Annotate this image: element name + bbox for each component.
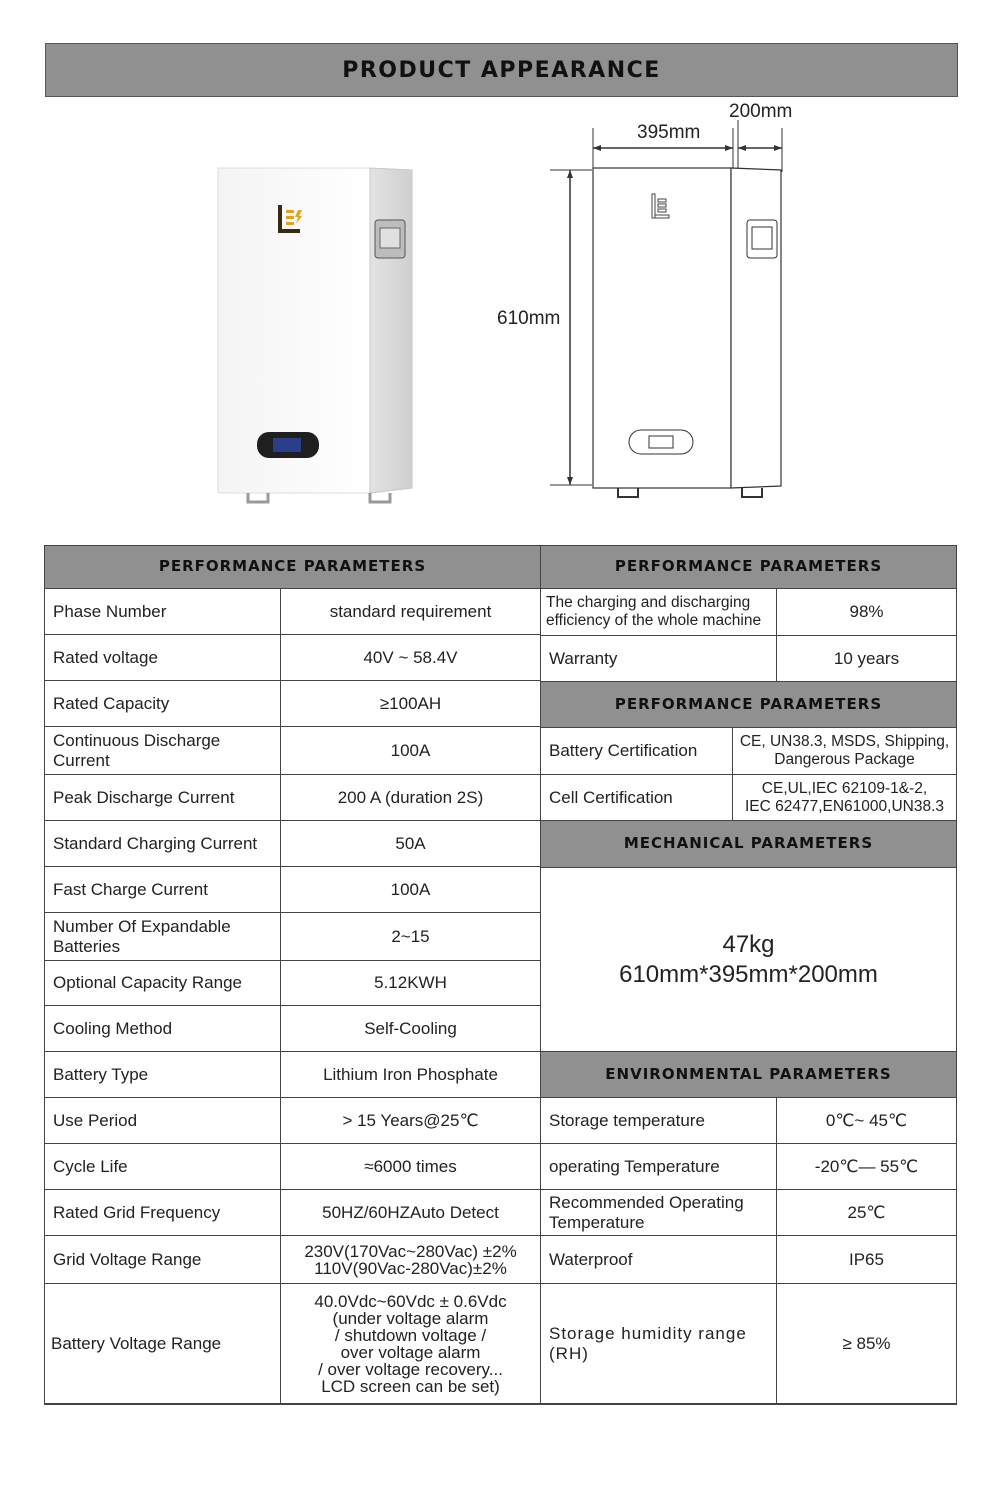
spec-value: 2~15 — [281, 913, 541, 961]
efficiency-label: The charging and discharging efficiency of the whole machine — [541, 589, 777, 636]
env-value: -20℃— 55℃ — [777, 1144, 957, 1190]
weight-value: 47kg — [722, 930, 775, 958]
depth-dimension-label: 200mm — [729, 101, 793, 122]
right-perf-header: PERFORMANCE PARAMETERS — [541, 546, 957, 589]
spec-label: Peak Discharge Current — [45, 775, 281, 821]
product-photo — [210, 160, 420, 510]
page-title-banner — [45, 43, 958, 97]
spec-label: Phase Number — [45, 589, 281, 635]
spec-label: Rated Grid Frequency — [45, 1190, 281, 1236]
warranty-label: Warranty — [541, 636, 777, 682]
spec-label: Optional Capacity Range — [45, 961, 281, 1006]
env-value: IP65 — [777, 1236, 957, 1284]
spec-label: Use Period — [45, 1098, 281, 1144]
cell-cert-label: Cell Certification — [541, 775, 733, 821]
spec-value: Self-Cooling — [281, 1006, 541, 1052]
spec-value: 230V(170Vac~280Vac) ±2% 110V(90Vac-280Vac)±2% — [281, 1236, 541, 1284]
mechanical-header: MECHANICAL PARAMETERS — [541, 821, 957, 868]
mechanical-values — [541, 868, 957, 1052]
spec-value: 40V ~ 58.4V — [281, 635, 541, 681]
dimension-drawing — [490, 100, 800, 510]
left-table-header: PERFORMANCE PARAMETERS — [45, 546, 541, 589]
spec-label: Standard Charging Current — [45, 821, 281, 867]
spec-value: ≈6000 times — [281, 1144, 541, 1190]
spec-label: Battery Type — [45, 1052, 281, 1098]
environmental-header: ENVIRONMENTAL PARAMETERS — [541, 1052, 957, 1098]
spec-value: 5.12KWH — [281, 961, 541, 1006]
spec-label: Grid Voltage Range — [45, 1236, 281, 1284]
spec-value: Lithium Iron Phosphate — [281, 1052, 541, 1098]
cell-cert-value: CE,UL,IEC 62109-1&-2, IEC 62477,EN61000,UN38.3 — [733, 775, 957, 821]
spec-label: Cycle Life — [45, 1144, 281, 1190]
spec-label: Rated voltage — [45, 635, 281, 681]
spec-value: 40.0Vdc~60Vdc ± 0.6Vdc (under voltage alarm / shutdown voltage / over voltage alarm / over voltage recovery... LCD screen can be set) — [281, 1284, 541, 1404]
spec-value: > 15 Years@25℃ — [281, 1098, 541, 1144]
battery-cert-label: Battery Certification — [541, 728, 733, 775]
cert-header: PERFORMANCE PARAMETERS — [541, 682, 957, 728]
env-value: ≥ 85% — [777, 1284, 957, 1404]
env-value: 25℃ — [777, 1190, 957, 1236]
spec-label: Battery Voltage Range — [45, 1284, 281, 1404]
efficiency-value: 98% — [777, 589, 957, 636]
env-label: Waterproof — [541, 1236, 777, 1284]
page-title: PRODUCT APPEARANCE — [342, 57, 661, 83]
spec-label: Fast Charge Current — [45, 867, 281, 913]
spec-value: 50A — [281, 821, 541, 867]
size-value: 610mm*395mm*200mm — [619, 960, 878, 988]
spec-label: Number Of Expandable Batteries — [45, 913, 281, 961]
env-label: operating Temperature — [541, 1144, 777, 1190]
spec-value: 100A — [281, 727, 541, 775]
env-label: Storage temperature — [541, 1098, 777, 1144]
spec-value: ≥100AH — [281, 681, 541, 727]
spec-label: Continuous Discharge Current — [45, 727, 281, 775]
spec-label: Rated Capacity — [45, 681, 281, 727]
spec-value: standard requirement — [281, 589, 541, 635]
spec-value: 100A — [281, 867, 541, 913]
width-dimension-label: 395mm — [637, 122, 701, 143]
spec-table — [44, 545, 957, 1405]
height-dimension-label: 610mm — [497, 308, 561, 329]
env-label: Recommended Operating Temperature — [541, 1190, 777, 1236]
env-value: 0℃~ 45℃ — [777, 1098, 957, 1144]
battery-cert-value: CE, UN38.3, MSDS, Shipping, Dangerous Package — [733, 728, 957, 775]
spec-label: Cooling Method — [45, 1006, 281, 1052]
warranty-value: 10 years — [777, 636, 957, 682]
env-label: Storage humidity range (RH) — [541, 1284, 777, 1404]
spec-value: 50HZ/60HZAuto Detect — [281, 1190, 541, 1236]
spec-value: 200 A (duration 2S) — [281, 775, 541, 821]
